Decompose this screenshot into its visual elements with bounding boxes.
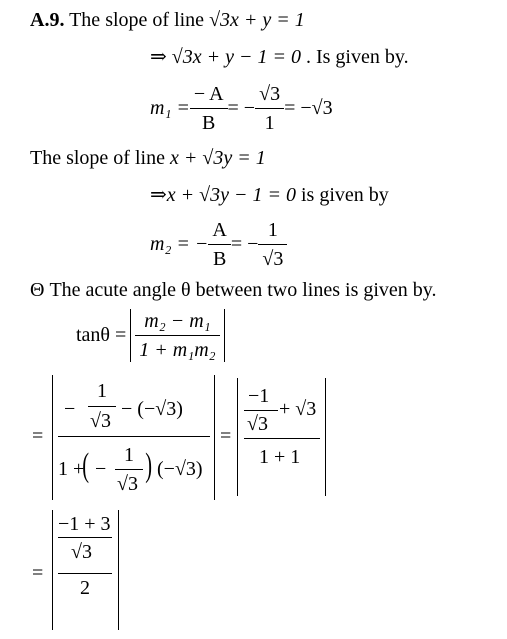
step1-den-frac-bar — [115, 469, 143, 470]
step1-right-num-a: −1 — [248, 385, 270, 407]
heading-text: The slope of line — [69, 9, 205, 31]
step1-den-frac-num: 1 — [124, 444, 134, 466]
step1-right-den: 1 + 1 — [259, 446, 301, 468]
step1-main-bar — [58, 436, 210, 437]
m1-fraction-a-b — [192, 82, 226, 135]
step2-inner-bar — [58, 537, 112, 538]
m2-frac1-den: B — [208, 244, 230, 271]
m1-frac1-den: B — [190, 108, 228, 135]
m2-frac1-num: A — [212, 218, 227, 241]
step1-abs-right — [214, 375, 215, 500]
implication-tail-2: is given by — [300, 184, 389, 206]
m1-frac1-num: − A — [193, 82, 224, 105]
step1-right-plus: + √3 — [279, 398, 317, 420]
implication-line-2 — [150, 183, 389, 207]
step1-right-inner-bar — [244, 410, 278, 411]
tan-num: m₂ − m₁ — [144, 309, 211, 332]
equation-line-1: √3x + y = 1 — [209, 9, 305, 31]
m2-lhs: m₂ = − — [150, 233, 209, 255]
step1-equals: = — [32, 425, 44, 447]
m1-mid: = − — [227, 97, 256, 119]
step1-num-frac-den: √3 — [90, 410, 111, 432]
m2-mid: = − — [230, 233, 259, 255]
step2-abs-right — [118, 510, 119, 630]
m1-frac2-den: 1 — [255, 108, 284, 135]
tan-lhs: tanθ = — [76, 324, 127, 346]
step1-right-abs-left — [237, 378, 238, 496]
equation-general-form-2: ⇒x + √3y − 1 = 0 — [150, 184, 296, 206]
tan-den: 1 + m₁m₂ — [135, 335, 219, 362]
tan-fraction — [137, 309, 217, 362]
step2-main-bar — [58, 573, 112, 574]
tan-absolute-value — [130, 309, 224, 362]
step1-abs-left — [52, 375, 53, 500]
step1-den-rparen: ) — [145, 447, 153, 484]
slope-line-2-heading — [30, 146, 266, 170]
m1-frac2-num: √3 — [259, 82, 281, 105]
equation-line-2: x + √3y = 1 — [169, 147, 266, 169]
equation-general-form-1: ⇒ √3x + y − 1 = 0 — [150, 46, 301, 68]
m2-frac2-den: √3 — [258, 244, 287, 271]
heading-line — [30, 8, 305, 32]
step1-den-lparen: ( — [82, 447, 90, 484]
m1-lhs: m₁ = — [150, 97, 190, 119]
step2-num-b: √3 — [71, 541, 92, 563]
slope-line-2-text: The slope of line — [30, 147, 165, 169]
step1-num-frac-num: 1 — [97, 380, 107, 402]
acute-angle-statement: Θ The acute angle θ between two lines is given by. — [30, 279, 437, 301]
step2-equals: = — [32, 562, 44, 584]
step1-right-main-bar — [244, 438, 320, 439]
question-label: A.9. — [30, 9, 65, 31]
m1-fraction-root3 — [257, 82, 282, 135]
step1-equals-2: = — [220, 425, 232, 447]
step2-num-a: −1 + 3 — [58, 513, 111, 535]
step1-num-minus: − — [64, 398, 76, 420]
step1-right-abs-right — [325, 378, 326, 496]
implication-line-1 — [150, 45, 409, 69]
m2-frac2-num: 1 — [267, 218, 278, 241]
m1-expression — [150, 78, 333, 138]
implication-tail-1: . Is given by. — [305, 46, 409, 68]
tan-formula — [76, 304, 225, 366]
step1-den-minus: − — [95, 458, 107, 480]
step1-num-frac-bar — [88, 406, 116, 407]
m2-fraction-1-root3 — [260, 218, 285, 271]
step2-den: 2 — [80, 577, 90, 599]
step1-right-num-b: √3 — [247, 413, 268, 435]
step1-den-head: 1 + — [58, 458, 85, 480]
m2-expression — [150, 214, 287, 274]
m1-rhs: = −√3 — [284, 97, 333, 119]
m2-fraction-a-b — [210, 218, 228, 271]
step1-num-tail: − (−√3) — [121, 398, 183, 420]
step1-den-tail: (−√3) — [157, 458, 203, 480]
step2-abs-left — [52, 510, 53, 630]
step1-den-frac-den: √3 — [117, 473, 138, 495]
